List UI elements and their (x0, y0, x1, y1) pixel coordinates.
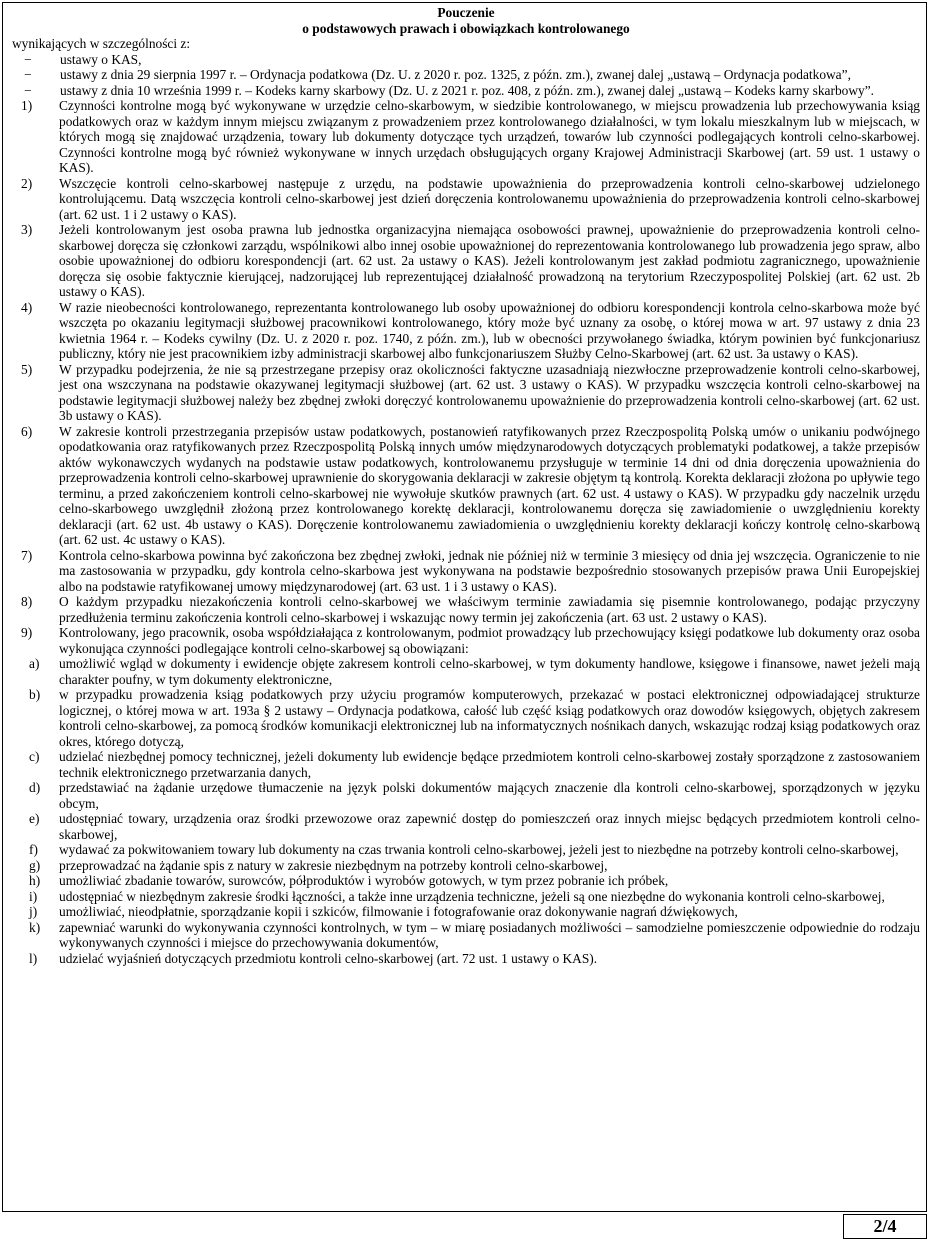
law-item-marker: − (24, 67, 32, 82)
numbered-item-text: W razie nieobecności kontrolowanego, reprezentanta kontrolowanego lub osoby upoważnionej do odbioru korespondencji kontrola celno-skarbowa może być wszczęta po okazaniu legitymacji służbowej pracownikowi kontrolowanego, który może być uznany za osobę, o której mowa w art. 97 ustawy z dnia 23 kwietnia 1964 r. – Kodeks cywilny (Dz. U. z 2020 r. poz. 1740, z późn. zm.), lub w obecności przywołanego świadka, którym powinien być funkcjonariusz publiczny, który nie jest pracownikiem izby administracji skarbowej albo funkcjonariuszem Służby Celno-Skarbowej (art. 62 ust. 3a ustawy o KAS). (59, 299, 920, 361)
lettered-item (12, 858, 920, 874)
lettered-list (12, 656, 920, 966)
lettered-item-text: umożliwiać, nieodpłatnie, sporządzanie kopii i szkiców, filmowanie i fotografowanie oraz dokonywanie nagrań dźwiękowych, (59, 904, 738, 919)
numbered-item-text: Czynności kontrolne mogą być wykonywane w urzędzie celno-skarbowym, w siedzibie kontrolowanego, w miejscu prowadzenia lub przechowywania ksiąg podatkowych oraz w każdym innym miejscu związanym z prowadzeniem przez kontrolowanego działalności, w tym lokalu mieszkalnym lub w miejscach, w których mogą się znajdować urządzenia, towary lub dokumenty dotyczące tych urządzeń, towarów lub czynności podlegających kontroli celno-skarbowej. Czynności kontrolne mogą być również wykonywane w innych urzędach obsługujących organy Krajowej Administracji Skarbowej (art. 59 ust. 1 ustawy o KAS). (59, 98, 920, 175)
law-list (12, 52, 920, 99)
numbered-item-text: W zakresie kontroli przestrzegania przepisów ustaw podatkowych, postanowień ratyfikowanych przez Rzeczpospolitą Polską umów o unikaniu podwójnego opodatkowania oraz ratyfikowanych przez Rzeczpospolitą Polską innych umów międzynarodowych dotyczących problematyki podatkowej, a także przepisów aktów wykonawczych wydanych na podstawie ustaw podatkowych, kontrolowanemu przysługuje w terminie 14 dni od dnia doręczenia upoważnienia do przeprowadzenia kontroli celno-skarbowej uprawnienie do skorygowania deklaracji w zakresie objętym tą kontrolą. Korekta deklaracji złożona po upływie tego terminu, a przed zakończeniem kontroli celno-skarbowej nie wywołuje skutków prawnych (art. 62 ust. 4 ustawy o KAS). W przypadku gdy naczelnik urzędu celno-skarbowego uwzględnił złożoną przez kontrolowanego korektę deklaracji, kontrolowanemu doręcza się zawiadomienie o uwzględnieniu korekty deklaracji (art. 62 ust. 4b ustawy o KAS). Doręczenie kontrolowanemu zawiadomienia o uwzględnieniu korekty deklaracji kończy kontrolę celno-skarbową (art. 62 ust. 4c ustawy o KAS). (59, 423, 920, 547)
lettered-item-text: udostępniać w niezbędnym zakresie środki łączności, a także inne urządzenia techniczne, jeżeli są one niezbędne do wykonania kontroli celno-skarbowej, (59, 888, 885, 904)
lettered-item (12, 889, 920, 905)
law-item-text: ustawy z dnia 10 września 1999 r. – Kodeks karny skarbowy (Dz. U. z 2021 r. poz. 408, z późn. zm.), zwanej dalej „ustawą – Kodeks karny skarbowy”. (60, 82, 875, 98)
numbered-item-text: O każdym przypadku niezakończenia kontroli celno-skarbowej we właściwym terminie zawiadamia się pisemnie kontrolowanego, podając przyczyny przedłużenia terminu zakończenia kontroli celno-skarbowej i wskazując nowy termin jej zakończenia (art. 63 ust. 2 ustawy o KAS). (59, 594, 920, 625)
lettered-item-marker: j) (29, 904, 38, 919)
lettered-item-text: udzielać wyjaśnień dotyczących przedmiotu kontroli celno-skarbowej (art. 72 ust. 1 ustawy o KAS). (59, 950, 598, 966)
numbered-item (12, 300, 920, 362)
lettered-item (12, 811, 920, 842)
lettered-item-marker: f) (29, 842, 38, 857)
lettered-item-marker: l) (29, 950, 38, 966)
lettered-item (12, 904, 920, 920)
lettered-item (12, 873, 920, 889)
lettered-item-marker: c) (29, 749, 40, 764)
numbered-item-marker: 6) (21, 423, 33, 439)
law-item-text: ustawy z dnia 29 sierpnia 1997 r. – Ordynacja podatkowa (Dz. U. z 2020 r. poz. 1325, z późn. zm.), zwanej dalej „ustawą – Ordynacja podatkowa”, (60, 67, 851, 82)
law-item (12, 83, 920, 99)
document-subtitle: o podstawowych prawach i obowiązkach kontrolowanego (302, 20, 630, 36)
lettered-item (12, 920, 920, 951)
numbered-item (12, 222, 920, 300)
lettered-item-marker: g) (29, 857, 41, 873)
lettered-item-text: przedstawiać na żądanie urzędowe tłumaczenie na język polski dokumentów mających znaczenie dla kontroli celno-skarbowej, sporządzonych w języku obcym, (59, 780, 920, 811)
lettered-item-marker: b) (29, 687, 41, 702)
numbered-item (12, 362, 920, 424)
lettered-item-marker: d) (29, 780, 41, 795)
lettered-item-marker: e) (29, 811, 40, 826)
lettered-item-text: zapewniać warunki do wykonywania czynności kontrolnych, w tym – w miarę posiadanych możliwości – samodzielne pomieszczenie odpowiednie do rodzaju wykonywanych czynności i miejsce do przechowywania dokumentów, (59, 919, 920, 950)
lettered-item (12, 687, 920, 749)
lettered-item-text: przeprowadzać na żądanie spis z natury w zakresie niezbędnym na potrzeby kontroli celno-skarbowej, (59, 857, 608, 873)
numbered-item-text: W przypadku podejrzenia, że nie są przestrzegane przepisy oraz okoliczności faktyczne uzasadniają niezwłoczne przeprowadzenie kontroli celno-skarbowej, jest ona wszczynana na podstawie okazywanej legitymacji służbowej (art. 62 ust. 3 ustawy o KAS). W przypadku wszczęcia kontroli celno-skarbowej na podstawie legitymacji służbowej należy bez zbędnej zwłoki doręczyć kontrolowanemu upoważnienie do przeprowadzenia kontroli celno-skarbowej (art. 62 ust. 3b ustawy o KAS). (59, 361, 920, 423)
lettered-item-text: umożliwić wgląd w dokumenty i ewidencje objęte zakresem kontroli celno-skarbowej, w tym dokumenty handlowe, księgowe i finansowe, nawet jeżeli mają charakter poufny, w tym dokumenty elektroniczne, (59, 656, 920, 687)
lettered-item-text: udzielać niezbędnej pomocy technicznej, jeżeli dokumenty lub ewidencje będące przedmiotem kontroli celno-skarbowej zostały sporządzone z zastosowaniem technik elektronicznego przetwarzania danych, (59, 749, 920, 780)
numbered-item-marker: 3) (21, 222, 33, 237)
numbered-item (12, 625, 920, 656)
numbered-item-text: Kontrola celno-skarbowa powinna być zakończona bez zbędnej zwłoki, jednak nie później niż w terminie 3 miesięcy od dnia jej wszczęcia. Ograniczenie to nie ma zastosowania w przypadku, gdy kontrola celno-skarbowa jest wykonywana na podstawie bezpośrednio stosowanych przepisów prawa Unii Europejskiej albo na podstawie ratyfikowanej umowy międzynarodowej (art. 63 ust. 1 i 3 ustawy o KAS). (59, 547, 920, 594)
numbered-item-marker: 7) (21, 547, 33, 563)
numbered-item (12, 594, 920, 625)
lettered-item-text: wydawać za pokwitowaniem towary lub dokumenty na czas trwania kontroli celno-skarbowej, jeżeli jest to niezbędne na potrzeby kontroli celno-skarbowej, (59, 842, 899, 857)
intro-text: wynikających w szczególności z: (12, 36, 191, 51)
page-number: 2/4 (843, 1214, 927, 1239)
document-title: Pouczenie (437, 5, 495, 20)
lettered-item (12, 656, 920, 687)
law-item-marker: − (24, 82, 32, 98)
numbered-item-text: Jeżeli kontrolowanym jest osoba prawna lub jednostka organizacyjna niemająca osobowości prawnej, upoważnienie do przeprowadzenia kontroli celno-skarbowej doręcza się członkowi zarządu, wspólnikowi albo innej osobie upoważnionej do reprezentowania kontrolowanego lub prowadzenia jego spraw, albo osobie upoważnionej do odbioru korespondencji (art. 62 ust. 2a ustawy o KAS). Jeżeli kontrolowanym jest zakład podmiotu zagranicznego, upoważnienie doręcza się osobie faktycznie kierującej, nadzorującej lub reprezentującej działalność prowadzoną na terytorium Rzeczypospolitej Polskiej (art. 62 ust. 2b ustawy o KAS). (59, 222, 920, 299)
numbered-item-marker: 9) (21, 625, 33, 640)
law-item-text: ustawy o KAS, (60, 51, 142, 67)
numbered-item (12, 176, 920, 223)
lettered-item-marker: a) (29, 656, 40, 671)
numbered-item-text: Kontrolowany, jego pracownik, osoba współdziałająca z kontrolowanym, podmiot prowadzący lub przechowujący księgi podatkowe lub dokumenty oraz osoba wykonująca czynności podlegające kontroli celno-skarbowej są obowiązani: (59, 625, 920, 656)
lettered-item (12, 749, 920, 780)
law-item-marker: − (24, 51, 32, 67)
numbered-item-marker: 2) (21, 175, 33, 191)
numbered-item-marker: 4) (21, 299, 33, 315)
law-item (12, 67, 920, 83)
numbered-item (12, 98, 920, 176)
numbered-item-marker: 8) (21, 594, 33, 609)
numbered-item (12, 548, 920, 595)
numbered-item-marker: 1) (21, 98, 33, 113)
lettered-item-text: w przypadku prowadzenia ksiąg podatkowych przy użyciu programów komputerowych, przekazać w postaci elektronicznej odpowiadającej strukturze logicznej, o której mowa w art. 193a § 2 ustawy – Ordynacja podatkowa, całość lub część ksiąg podatkowych oraz dowodów księgowych, objętych zakresem kontroli celno-skarbowej, za pomocą środków komunikacji elektronicznej lub na informatycznych nośnikach danych, wskazując rodzaj ksiąg podatkowych oraz okres, którego dotyczą, (59, 687, 920, 749)
lettered-item (12, 951, 920, 967)
law-item (12, 52, 920, 68)
lettered-item (12, 842, 920, 858)
numbered-item-marker: 5) (21, 361, 33, 377)
numbered-item-text: Wszczęcie kontroli celno-skarbowej następuje z urzędu, na podstawie upoważnienia do przeprowadzenia kontroli celno-skarbowej udzielonego kontrolującemu. Datą wszczęcia kontroli celno-skarbowej jest dzień doręczenia kontrolowanemu upoważnienia do przeprowadzenia kontroli celno-skarbowej (art. 62 ust. 1 i 2 ustawy o KAS). (59, 175, 920, 222)
lettered-item-marker: i) (29, 888, 38, 904)
lettered-item-text: umożliwiać zbadanie towarów, surowców, półproduktów i wyrobów gotowych, w tym przez pobranie ich próbek, (59, 873, 669, 888)
lettered-item (12, 780, 920, 811)
numbered-item (12, 424, 920, 548)
lettered-item-text: udostępniać towary, urządzenia oraz środki przewozowe oraz zapewnić dostęp do pomieszczeń oraz innych miejsc będących przedmiotem kontroli celno-skarbowej, (59, 811, 920, 842)
numbered-list (12, 98, 920, 656)
lettered-item-marker: k) (29, 919, 41, 935)
document-content (12, 5, 920, 966)
lettered-item-marker: h) (29, 873, 41, 888)
